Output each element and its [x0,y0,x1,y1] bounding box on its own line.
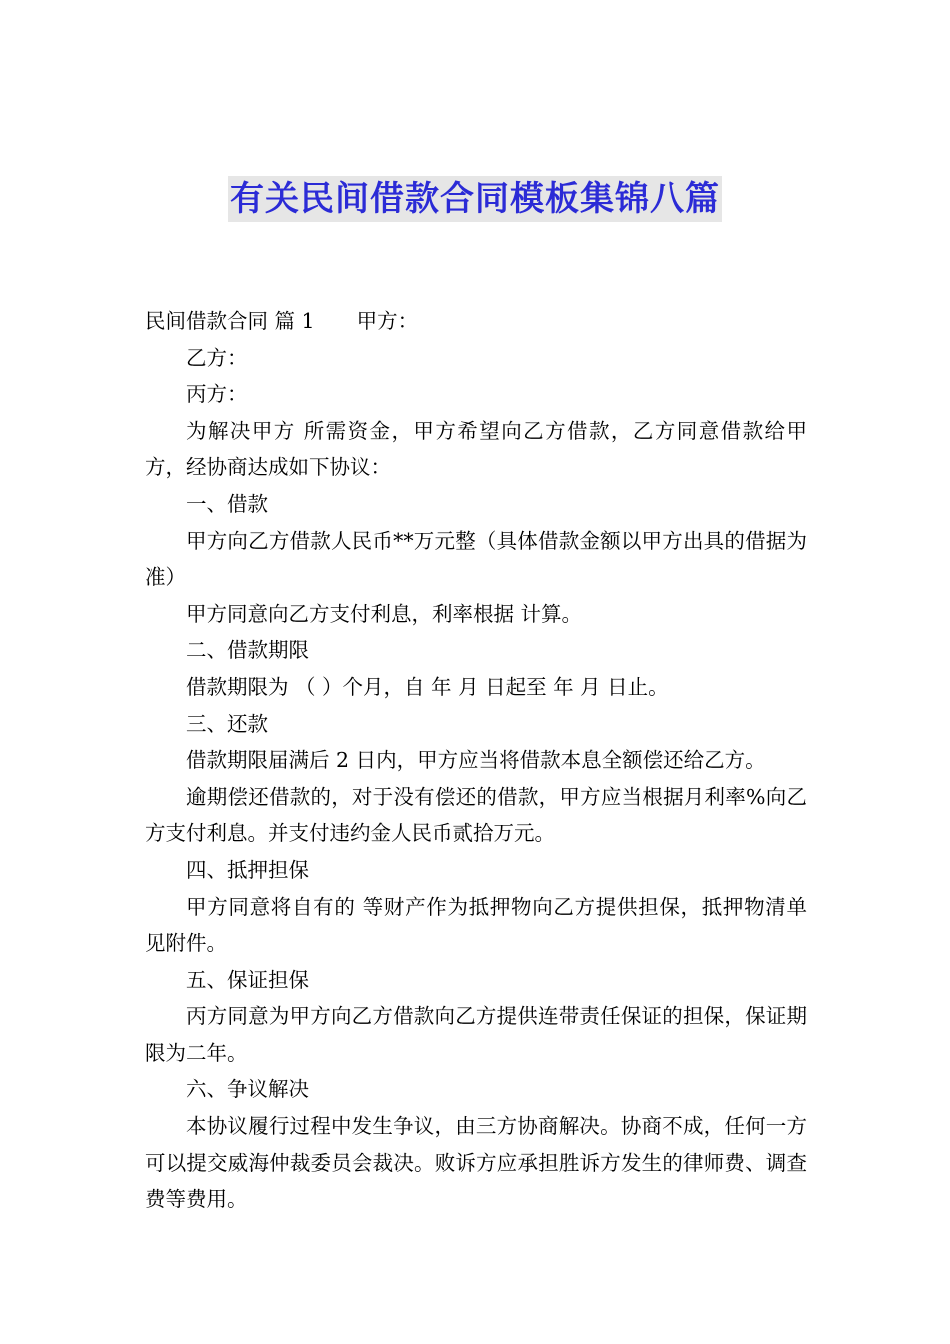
clause-heading: 三、还款 [186,711,268,736]
clause-heading: 二、借款期限 [186,638,309,663]
paragraph: 甲方同意将自有的 等财产作为抵押物向乙方提供担保，抵押物清单见附件。 [145,894,807,956]
party-a-label: 甲方： [356,309,419,333]
paragraph: 借款期限为 （ ）个月，自 年 月 日起至 年 月 日止。 [186,674,669,699]
paragraph: 借款期限届满后 2 日内，甲方应当将借款本息全额偿还给乙方。 [186,748,766,773]
document-body [145,303,807,1218]
paragraph: 为解决甲方 所需资金，甲方希望向乙方借款，乙方同意借款给甲方，经协商达成如下协议： [145,418,807,480]
clause-heading: 四、抵押担保 [186,857,309,882]
paragraph: 逾期偿还借款的，对于没有偿还的借款，甲方应当根据月利率%向乙方支付利息。并支付违约金人民币贰拾万元。 [145,784,807,846]
clause-heading: 六、争议解决 [186,1077,309,1102]
clause-heading: 一、借款 [186,491,268,516]
paragraph: 本协议履行过程中发生争议，由三方协商解决。协商不成，任何一方可以提交威海仲裁委员会裁决。败诉方应承担胜诉方发生的律师费、调查费等费用。 [145,1114,807,1212]
paragraph: 甲方同意向乙方支付利息，利率根据 计算。 [186,601,583,626]
title-container [0,176,950,222]
document-title: 有关民间借款合同模板集锦八篇 [228,176,722,222]
paragraph: 乙方： [186,345,248,370]
section-label: 民间借款合同 篇 1 [145,309,315,333]
paragraph: 丙方： [186,382,248,407]
clause-heading: 五、保证担保 [186,967,309,992]
paragraph: 甲方向乙方借款人民币**万元整（具体借款金额以甲方出具的借据为准） [145,528,807,590]
section-heading-line [145,303,807,340]
paragraph: 丙方同意为甲方向乙方借款向乙方提供连带责任保证的担保，保证期限为二年。 [145,1004,807,1065]
